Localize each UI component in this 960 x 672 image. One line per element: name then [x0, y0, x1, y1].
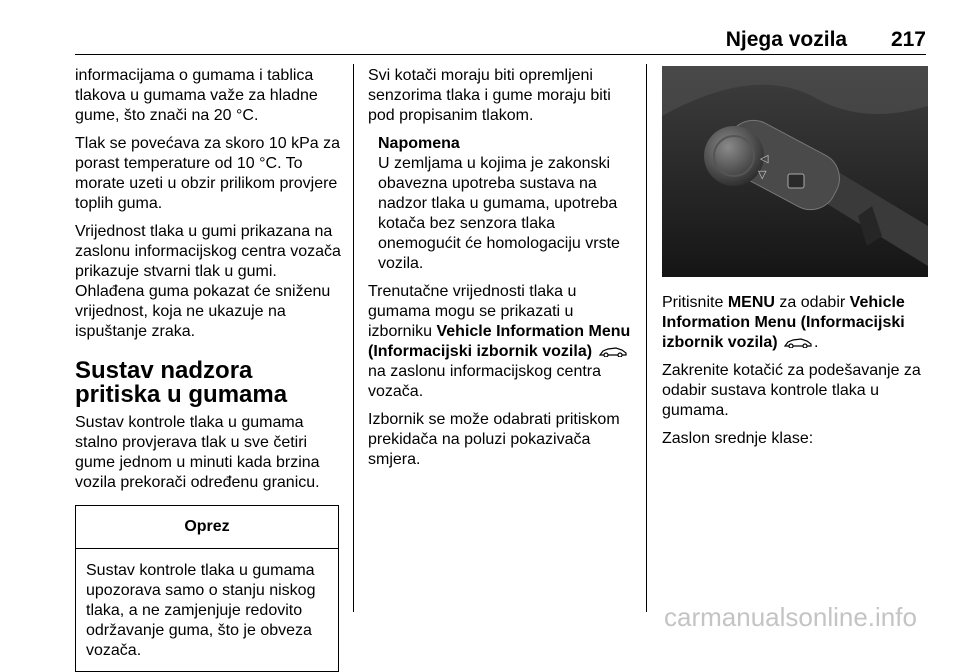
- caution-body: Sustav kontrole tlaka u gumama upozorava samo o stanju niskog tlaka, a ne zamjenjuje redovito održavanje guma, što je obveza vozača.: [86, 562, 316, 659]
- menu-name: Vehicle Information Menu (Informacijski izbornik vozila): [368, 323, 631, 360]
- column-divider: [646, 64, 647, 612]
- paragraph: informacijama o gumama i tablica tlakova u gumama važe za hladne gume, što znači na 20 °C.: [75, 67, 318, 124]
- column-middle: [368, 66, 636, 478]
- paragraph: Ohlađena guma pokazat će sniženu vrijednost, koja ne ukazuje na ispuštanje zraka.: [75, 283, 331, 340]
- paragraph: Izbornik se može odabrati pritiskom prekidača na poluzi pokazivača smjera.: [368, 411, 620, 468]
- note-body: U zemljama u kojima je zakonski obavezna upotreba sustava na nadzor tlaka u gumama, upotreba kotača bez senzora tlaka onemogućit će homologaciju vrste vozila.: [378, 155, 620, 272]
- paragraph: Trenutačne vrijednosti tlaka u gumama mogu se prikazati u izborniku Vehicle Information Menu (Informacijski izbornik vozila) na zaslonu informacijskog centra vozača.: [368, 283, 631, 400]
- svg-text:◁: ◁: [760, 153, 769, 165]
- column-right: [662, 66, 928, 457]
- page-number: 217: [890, 28, 926, 51]
- page-header: [726, 28, 926, 52]
- paragraph: Zakrenite kotačić za podešavanje za odabir sustava kontrole tlaka u gumama.: [662, 362, 921, 419]
- svg-text:▽: ▽: [758, 169, 767, 181]
- note-box: [368, 134, 636, 274]
- paragraph: Vrijednost tlaka u gumi prikazana na zaslonu informacijskog centra vozača prikazuje stvarni tlak u gumi.: [75, 223, 341, 280]
- paragraph: Svi kotači moraju biti opremljeni senzorima tlaka i gume moraju biti pod propisanim tlakom.: [368, 67, 611, 124]
- column-left: [75, 66, 343, 672]
- paragraph: Zaslon srednje klase:: [662, 430, 814, 447]
- caution-box: [75, 505, 339, 672]
- menu-button-label: MENU: [727, 294, 775, 311]
- paragraph: Pritisnite MENU za odabir Vehicle Information Menu (Informacijski izbornik vozila) .: [662, 294, 905, 351]
- car-icon: [599, 345, 627, 357]
- car-icon: [784, 336, 812, 348]
- section-title: Njega vozila: [725, 28, 848, 51]
- column-divider: [353, 64, 354, 612]
- paragraph: Sustav kontrole tlaka u gumama stalno provjerava tlak u sve četiri gume jednom u minuti kada brzina vozila prekorači određenu granicu.: [75, 414, 320, 491]
- note-title: Napomena: [378, 135, 460, 152]
- paragraph: Tlak se povećava za skoro 10 kPa za porast temperature od 10 °C. To morate uzeti u obzir prilikom provjere toplih guma.: [75, 135, 341, 212]
- header-rule: [75, 54, 926, 55]
- section-heading: Sustav nadzora pritiska u gumama: [75, 357, 288, 408]
- menu-name: Vehicle Information Menu (Informacijski izbornik vozila): [662, 294, 905, 351]
- caution-title: Oprez: [76, 506, 338, 549]
- watermark: carmanualsonline.info: [664, 602, 917, 632]
